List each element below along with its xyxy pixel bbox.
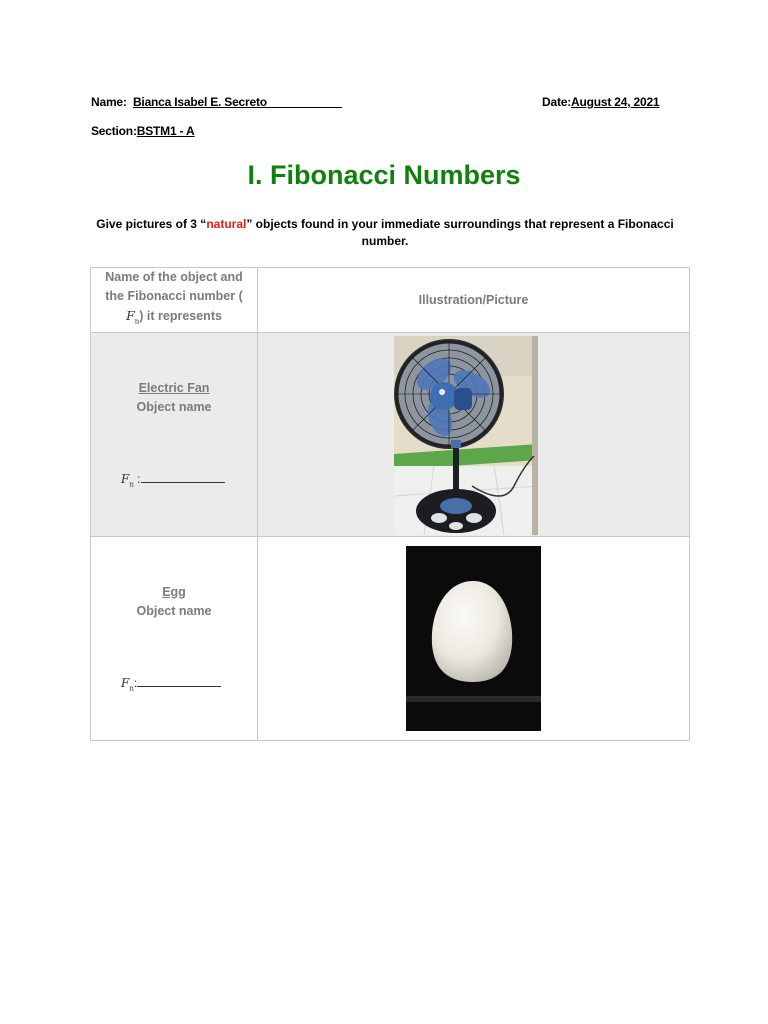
col1-header-line2: the Fibonacci number ( <box>105 289 243 303</box>
fn-separator: : <box>133 471 141 486</box>
section-label: Section: <box>91 124 137 138</box>
section-line <box>91 124 195 138</box>
fn-symbol: F <box>126 308 135 323</box>
fan-image <box>394 336 538 535</box>
instructions-before: Give pictures of 3 “ <box>96 217 207 231</box>
object-label <box>91 379 257 417</box>
fn-subscript: n <box>134 317 140 326</box>
picture-cell <box>258 332 690 536</box>
table-row <box>91 536 690 740</box>
name-underline <box>267 95 342 109</box>
fn-answer-line <box>121 676 221 692</box>
name-label: Name: <box>91 95 127 109</box>
fn-symbol: F <box>121 471 130 486</box>
fn-blank <box>141 472 225 483</box>
col1-header-line1: Name of the object and <box>105 270 243 284</box>
table-row <box>91 332 690 536</box>
date-value: August 24, 2021 <box>571 95 660 109</box>
col1-header-fn <box>126 308 140 326</box>
egg-photo <box>406 546 541 731</box>
instructions-after: ” objects found in your immediate surroundings that represent a Fibonacci number. <box>246 217 674 248</box>
col1-header <box>91 268 258 333</box>
object-cell <box>91 332 258 536</box>
object-name-value: Egg <box>162 584 186 599</box>
section-value: BSTM1 - A <box>136 124 195 138</box>
object-cell <box>91 536 258 740</box>
col2-header: Illustration/Picture <box>258 268 690 333</box>
object-name-caption: Object name <box>136 603 212 618</box>
object-name-caption: Object name <box>136 399 212 414</box>
date-line <box>542 95 659 109</box>
date-label: Date: <box>542 95 572 109</box>
picture-cell <box>258 536 690 740</box>
table-header-row <box>91 268 690 333</box>
fn-blank <box>137 676 221 687</box>
fn-separator: : <box>133 675 138 690</box>
object-name-value: Electric Fan <box>138 380 210 395</box>
page-title: I. Fibonacci Numbers <box>247 160 521 190</box>
instructions <box>92 216 678 250</box>
col1-header-line3: ) it represents <box>139 309 222 323</box>
object-label <box>91 583 257 621</box>
name-line <box>91 95 342 109</box>
fn-subscript: n <box>129 479 134 488</box>
instructions-highlight: natural <box>206 217 247 231</box>
electric-fan-photo <box>394 336 538 535</box>
egg-image <box>406 546 541 731</box>
fn-answer-line <box>121 472 225 488</box>
fibonacci-table <box>90 267 690 741</box>
fn-subscript: n <box>129 683 134 692</box>
fn-symbol: F <box>121 675 130 690</box>
name-value: Bianca Isabel E. Secreto <box>132 95 267 109</box>
